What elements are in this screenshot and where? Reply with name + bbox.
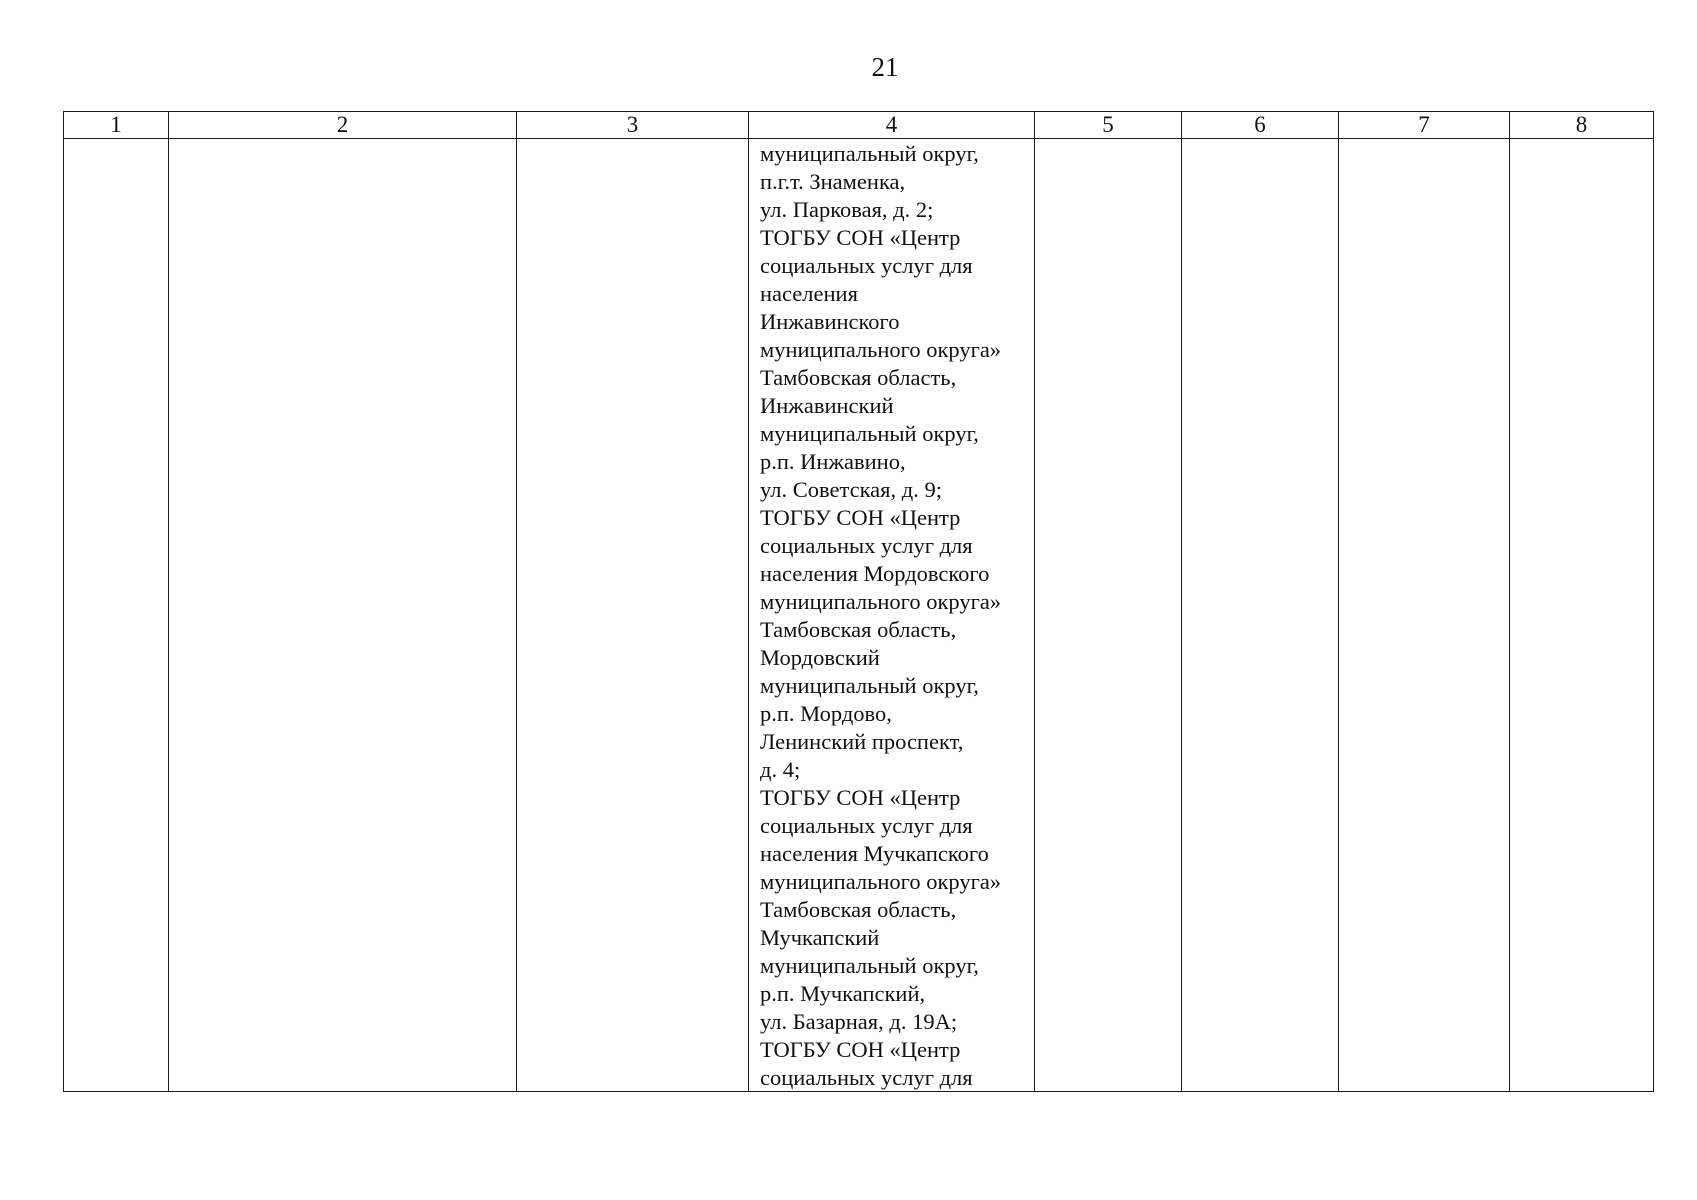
table-header [64, 112, 1654, 139]
cell-col-2-text [169, 140, 516, 1091]
cell-col-3-text [517, 140, 748, 1091]
cell-col-8 [1510, 139, 1654, 1092]
cell-col-8-text [1510, 140, 1653, 1091]
cell-col-2 [169, 139, 517, 1092]
cell-col-7-text [1339, 140, 1509, 1091]
cell-col-6-text [1182, 140, 1338, 1091]
cell-col-1-text [64, 140, 168, 1091]
cell-col-1 [64, 139, 169, 1092]
column-header-3: 3 [517, 112, 749, 139]
cell-col-5-text [1035, 140, 1181, 1091]
table-row [64, 139, 1654, 1092]
column-header-2: 2 [169, 112, 517, 139]
column-header-1: 1 [64, 112, 169, 139]
cell-col-4-text: муниципальный округ, п.г.т. Знаменка, ул. Парковая, д. 2; ТОГБУ СОН «Центр социальных услуг для населения Инжавинского муниципального округа» Тамбовская область, Инжавинский муниципальный округ, р.п. Инжавино, ул. Советская, д. 9; ТОГБУ СОН «Центр социальных услуг для населения Мордовского муниципального округа» Тамбовская область, Мордовский муниципальный округ, р.п. Мордово, Ленинский проспект, д. 4; ТОГБУ СОН «Центр социальных услуг для населения Мучкапского муниципального округа» Тамбовская область, Мучкапский муниципальный округ, р.п. Мучкапский, ул. Базарная, д. 19А; ТОГБУ СОН «Центр социальных услуг для [760, 141, 1002, 1090]
column-header-5: 5 [1035, 112, 1182, 139]
cell-col-5 [1035, 139, 1182, 1092]
column-header-7: 7 [1339, 112, 1510, 139]
cell-col-7 [1339, 139, 1510, 1092]
cell-col-4 [749, 139, 1035, 1092]
table-body [64, 139, 1654, 1092]
cell-col-3 [517, 139, 749, 1092]
column-header-6: 6 [1182, 112, 1339, 139]
column-header-4: 4 [749, 112, 1035, 139]
header-row [64, 112, 1654, 139]
document-table [63, 111, 1654, 1092]
page-number [0, 52, 1697, 82]
column-header-8: 8 [1510, 112, 1654, 139]
cell-col-6 [1182, 139, 1339, 1092]
page-number-text: 21 [871, 52, 899, 82]
